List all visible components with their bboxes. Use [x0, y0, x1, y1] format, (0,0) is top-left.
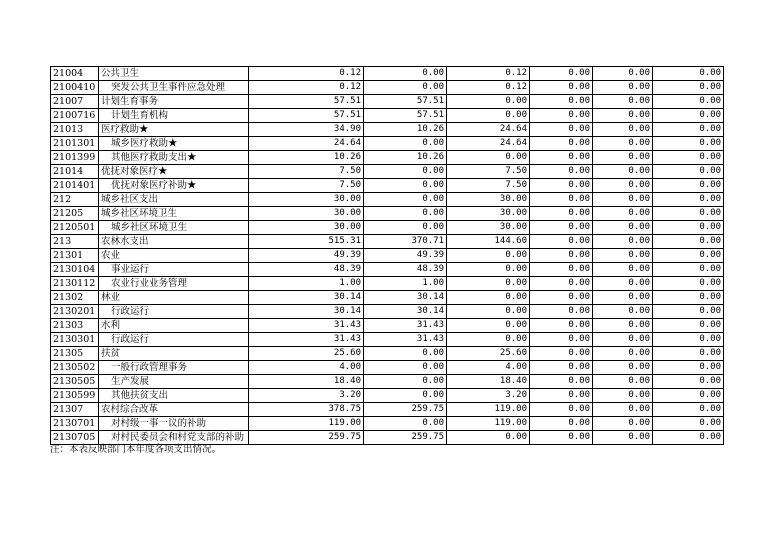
account-name-cell: 城乡社区环境卫生	[99, 207, 249, 221]
amount-cell: 0.00	[653, 235, 724, 249]
amount-cell: 0.00	[653, 431, 724, 445]
table-row	[51, 207, 724, 221]
table-row	[51, 361, 724, 375]
amount-cell: 24.64	[447, 137, 530, 151]
amount-cell: 10.26	[249, 151, 364, 165]
amount-cell: 0.00	[530, 137, 593, 151]
amount-cell: 4.00	[249, 361, 364, 375]
table-row	[51, 81, 724, 95]
table-footnote: 注：本表反映部门本年度各项支出情况。	[50, 444, 222, 455]
amount-cell: 0.00	[653, 221, 724, 235]
amount-cell: 31.43	[249, 319, 364, 333]
amount-cell: 0.00	[530, 431, 593, 445]
amount-cell: 0.00	[530, 235, 593, 249]
account-name-cell: 农业行业业务管理	[99, 277, 249, 291]
amount-cell: 30.14	[364, 305, 447, 319]
account-code-cell: 2101401	[51, 179, 99, 193]
amount-cell: 0.00	[593, 361, 653, 375]
account-code-cell: 2120501	[51, 221, 99, 235]
account-code-cell: 21014	[51, 165, 99, 179]
table-row	[51, 277, 724, 291]
amount-cell: 7.50	[447, 179, 530, 193]
account-name-cell: 优抚对象医疗★	[99, 165, 249, 179]
amount-cell: 0.00	[530, 179, 593, 193]
amount-cell: 7.50	[249, 165, 364, 179]
amount-cell: 30.14	[249, 305, 364, 319]
amount-cell: 0.00	[364, 221, 447, 235]
amount-cell: 0.00	[447, 319, 530, 333]
amount-cell: 0.00	[530, 95, 593, 109]
amount-cell: 0.00	[593, 417, 653, 431]
amount-cell: 259.75	[364, 431, 447, 445]
amount-cell: 0.00	[653, 207, 724, 221]
amount-cell: 49.39	[249, 249, 364, 263]
amount-cell: 0.00	[593, 319, 653, 333]
amount-cell: 30.00	[249, 221, 364, 235]
amount-cell: 0.00	[593, 123, 653, 137]
account-code-cell: 2101399	[51, 151, 99, 165]
amount-cell: 259.75	[249, 431, 364, 445]
amount-cell: 0.00	[653, 291, 724, 305]
account-name-cell: 公共卫生	[99, 67, 249, 81]
amount-cell: 259.75	[364, 403, 447, 417]
amount-cell: 0.00	[593, 347, 653, 361]
amount-cell: 57.51	[249, 95, 364, 109]
account-name-cell: 林业	[99, 291, 249, 305]
amount-cell: 0.00	[593, 431, 653, 445]
amount-cell: 57.51	[364, 109, 447, 123]
amount-cell: 0.00	[530, 319, 593, 333]
table-row	[51, 417, 724, 431]
table-row	[51, 347, 724, 361]
account-name-cell: 扶贫	[99, 347, 249, 361]
table-row	[51, 67, 724, 81]
amount-cell: 0.00	[447, 151, 530, 165]
amount-cell: 0.00	[447, 333, 530, 347]
table-row	[51, 123, 724, 137]
amount-cell: 0.00	[530, 193, 593, 207]
amount-cell: 49.39	[364, 249, 447, 263]
amount-cell: 0.00	[653, 277, 724, 291]
table-row	[51, 95, 724, 109]
amount-cell: 0.00	[530, 109, 593, 123]
table-row	[51, 221, 724, 235]
account-code-cell: 21305	[51, 347, 99, 361]
table-row	[51, 249, 724, 263]
amount-cell: 0.00	[593, 151, 653, 165]
amount-cell: 0.00	[593, 67, 653, 81]
amount-cell: 1.00	[249, 277, 364, 291]
account-name-cell: 计划生育机构	[99, 109, 249, 123]
amount-cell: 31.43	[249, 333, 364, 347]
amount-cell: 0.00	[364, 389, 447, 403]
amount-cell: 0.00	[653, 109, 724, 123]
table-row	[51, 291, 724, 305]
amount-cell: 0.00	[447, 277, 530, 291]
account-name-cell: 城乡社区支出	[99, 193, 249, 207]
table-row	[51, 305, 724, 319]
amount-cell: 0.00	[593, 375, 653, 389]
amount-cell: 0.00	[593, 333, 653, 347]
amount-cell: 57.51	[364, 95, 447, 109]
amount-cell: 0.00	[593, 81, 653, 95]
amount-cell: 0.00	[530, 263, 593, 277]
account-name-cell: 农林水支出	[99, 235, 249, 249]
amount-cell: 0.00	[364, 375, 447, 389]
amount-cell: 0.00	[593, 95, 653, 109]
account-code-cell: 2130201	[51, 305, 99, 319]
amount-cell: 0.00	[653, 361, 724, 375]
table-row	[51, 319, 724, 333]
amount-cell: 0.00	[593, 263, 653, 277]
table-row	[51, 235, 724, 249]
account-code-cell: 2130705	[51, 431, 99, 445]
amount-cell: 30.14	[249, 291, 364, 305]
amount-cell: 0.00	[530, 277, 593, 291]
account-name-cell: 生产发展	[99, 375, 249, 389]
amount-cell: 0.00	[530, 207, 593, 221]
amount-cell: 0.00	[530, 123, 593, 137]
amount-cell: 0.00	[364, 347, 447, 361]
account-name-cell: 优抚对象医疗补助★	[99, 179, 249, 193]
account-code-cell: 2130505	[51, 375, 99, 389]
table-row	[51, 403, 724, 417]
amount-cell: 0.00	[530, 291, 593, 305]
account-code-cell: 21301	[51, 249, 99, 263]
account-name-cell: 事业运行	[99, 263, 249, 277]
account-code-cell: 212	[51, 193, 99, 207]
amount-cell: 0.00	[530, 347, 593, 361]
amount-cell: 0.00	[653, 123, 724, 137]
amount-cell: 10.26	[364, 123, 447, 137]
amount-cell: 0.00	[364, 417, 447, 431]
amount-cell: 0.00	[530, 403, 593, 417]
amount-cell: 18.40	[249, 375, 364, 389]
amount-cell: 0.00	[364, 179, 447, 193]
amount-cell: 7.50	[447, 165, 530, 179]
amount-cell: 0.00	[593, 193, 653, 207]
amount-cell: 0.00	[364, 137, 447, 151]
amount-cell: 0.00	[364, 81, 447, 95]
amount-cell: 119.00	[447, 403, 530, 417]
account-code-cell: 21303	[51, 319, 99, 333]
amount-cell: 0.00	[593, 137, 653, 151]
amount-cell: 0.00	[653, 165, 724, 179]
amount-cell: 0.00	[530, 221, 593, 235]
amount-cell: 30.00	[249, 193, 364, 207]
account-name-cell: 城乡社区环境卫生	[99, 221, 249, 235]
amount-cell: 0.12	[447, 81, 530, 95]
amount-cell: 0.00	[593, 221, 653, 235]
amount-cell: 0.00	[364, 165, 447, 179]
amount-cell: 0.00	[364, 361, 447, 375]
amount-cell: 0.00	[653, 81, 724, 95]
amount-cell: 119.00	[447, 417, 530, 431]
amount-cell: 30.00	[447, 207, 530, 221]
account-code-cell: 21307	[51, 403, 99, 417]
amount-cell: 0.00	[653, 347, 724, 361]
table-row	[51, 263, 724, 277]
account-name-cell: 其他扶贫支出	[99, 389, 249, 403]
amount-cell: 0.00	[593, 109, 653, 123]
amount-cell: 0.00	[447, 431, 530, 445]
account-name-cell: 一般行政管理事务	[99, 361, 249, 375]
amount-cell: 30.00	[447, 221, 530, 235]
table-row	[51, 333, 724, 347]
amount-cell: 0.00	[653, 417, 724, 431]
amount-cell: 0.00	[593, 277, 653, 291]
amount-cell: 0.00	[593, 389, 653, 403]
account-name-cell: 对村级一事一议的补助	[99, 417, 249, 431]
account-name-cell: 计划生育事务	[99, 95, 249, 109]
account-name-cell: 行政运行	[99, 305, 249, 319]
amount-cell: 0.00	[653, 389, 724, 403]
amount-cell: 0.00	[653, 179, 724, 193]
account-code-cell: 21205	[51, 207, 99, 221]
amount-cell: 0.12	[249, 81, 364, 95]
amount-cell: 30.14	[364, 291, 447, 305]
account-name-cell: 其他医疗救助支出★	[99, 151, 249, 165]
account-code-cell: 21007	[51, 95, 99, 109]
amount-cell: 0.00	[593, 403, 653, 417]
account-name-cell: 农村综合改革	[99, 403, 249, 417]
amount-cell: 0.00	[593, 207, 653, 221]
amount-cell: 0.00	[530, 375, 593, 389]
amount-cell: 0.00	[364, 207, 447, 221]
amount-cell: 30.00	[249, 207, 364, 221]
amount-cell: 25.60	[249, 347, 364, 361]
table-row	[51, 109, 724, 123]
amount-cell: 0.00	[653, 403, 724, 417]
account-code-cell: 2130599	[51, 389, 99, 403]
amount-cell: 0.00	[530, 165, 593, 179]
amount-cell: 30.00	[447, 193, 530, 207]
amount-cell: 0.00	[364, 67, 447, 81]
amount-cell: 7.50	[249, 179, 364, 193]
expenditure-table	[50, 66, 724, 445]
amount-cell: 4.00	[447, 361, 530, 375]
amount-cell: 0.00	[364, 193, 447, 207]
amount-cell: 0.00	[447, 263, 530, 277]
amount-cell: 0.00	[653, 333, 724, 347]
amount-cell: 0.00	[653, 193, 724, 207]
amount-cell: 18.40	[447, 375, 530, 389]
table-row	[51, 193, 724, 207]
amount-cell: 48.39	[364, 263, 447, 277]
amount-cell: 370.71	[364, 235, 447, 249]
account-name-cell: 突发公共卫生事件应急处理	[99, 81, 249, 95]
amount-cell: 31.43	[364, 333, 447, 347]
amount-cell: 0.00	[593, 165, 653, 179]
table-body	[51, 67, 724, 445]
amount-cell: 0.00	[530, 333, 593, 347]
amount-cell: 0.00	[653, 67, 724, 81]
account-name-cell: 水利	[99, 319, 249, 333]
account-code-cell: 21302	[51, 291, 99, 305]
table-row	[51, 151, 724, 165]
amount-cell: 25.60	[447, 347, 530, 361]
account-code-cell: 2130502	[51, 361, 99, 375]
amount-cell: 0.00	[530, 81, 593, 95]
amount-cell: 0.00	[653, 137, 724, 151]
amount-cell: 0.00	[593, 305, 653, 319]
account-code-cell: 2130104	[51, 263, 99, 277]
account-name-cell: 城乡医疗救助★	[99, 137, 249, 151]
amount-cell: 0.00	[447, 291, 530, 305]
account-code-cell: 21013	[51, 123, 99, 137]
amount-cell: 0.00	[593, 249, 653, 263]
table-row	[51, 165, 724, 179]
amount-cell: 48.39	[249, 263, 364, 277]
amount-cell: 0.00	[447, 109, 530, 123]
amount-cell: 0.00	[653, 305, 724, 319]
account-name-cell: 医疗救助★	[99, 123, 249, 137]
amount-cell: 0.00	[447, 249, 530, 263]
amount-cell: 10.26	[364, 151, 447, 165]
amount-cell: 31.43	[364, 319, 447, 333]
amount-cell: 0.00	[593, 291, 653, 305]
account-code-cell: 2100716	[51, 109, 99, 123]
amount-cell: 0.00	[530, 389, 593, 403]
amount-cell: 57.51	[249, 109, 364, 123]
account-code-cell: 2100410	[51, 81, 99, 95]
account-code-cell: 2130112	[51, 277, 99, 291]
amount-cell: 0.00	[593, 235, 653, 249]
amount-cell: 0.00	[593, 179, 653, 193]
table-row	[51, 389, 724, 403]
amount-cell: 515.31	[249, 235, 364, 249]
amount-cell: 144.60	[447, 235, 530, 249]
amount-cell: 0.00	[530, 305, 593, 319]
amount-cell: 0.12	[447, 67, 530, 81]
amount-cell: 0.00	[653, 375, 724, 389]
account-code-cell: 2130701	[51, 417, 99, 431]
table-row	[51, 179, 724, 193]
account-code-cell: 213	[51, 235, 99, 249]
amount-cell: 0.00	[447, 95, 530, 109]
amount-cell: 1.00	[364, 277, 447, 291]
account-name-cell: 对村民委员会和村党支部的补助	[99, 431, 249, 445]
amount-cell: 0.00	[653, 263, 724, 277]
table-row	[51, 137, 724, 151]
amount-cell: 0.00	[653, 249, 724, 263]
amount-cell: 0.00	[530, 417, 593, 431]
account-name-cell: 农业	[99, 249, 249, 263]
amount-cell: 119.00	[249, 417, 364, 431]
amount-cell: 24.64	[249, 137, 364, 151]
amount-cell: 378.75	[249, 403, 364, 417]
amount-cell: 0.00	[530, 67, 593, 81]
expenditure-table-container	[50, 66, 724, 445]
amount-cell: 0.12	[249, 67, 364, 81]
account-name-cell: 行政运行	[99, 333, 249, 347]
account-code-cell: 2101301	[51, 137, 99, 151]
amount-cell: 0.00	[530, 249, 593, 263]
amount-cell: 3.20	[249, 389, 364, 403]
amount-cell: 0.00	[530, 151, 593, 165]
amount-cell: 0.00	[653, 95, 724, 109]
amount-cell: 34.90	[249, 123, 364, 137]
amount-cell: 0.00	[653, 319, 724, 333]
account-code-cell: 2130301	[51, 333, 99, 347]
table-row	[51, 375, 724, 389]
amount-cell: 24.64	[447, 123, 530, 137]
amount-cell: 0.00	[530, 361, 593, 375]
amount-cell: 0.00	[447, 305, 530, 319]
amount-cell: 3.20	[447, 389, 530, 403]
amount-cell: 0.00	[653, 151, 724, 165]
account-code-cell: 21004	[51, 67, 99, 81]
